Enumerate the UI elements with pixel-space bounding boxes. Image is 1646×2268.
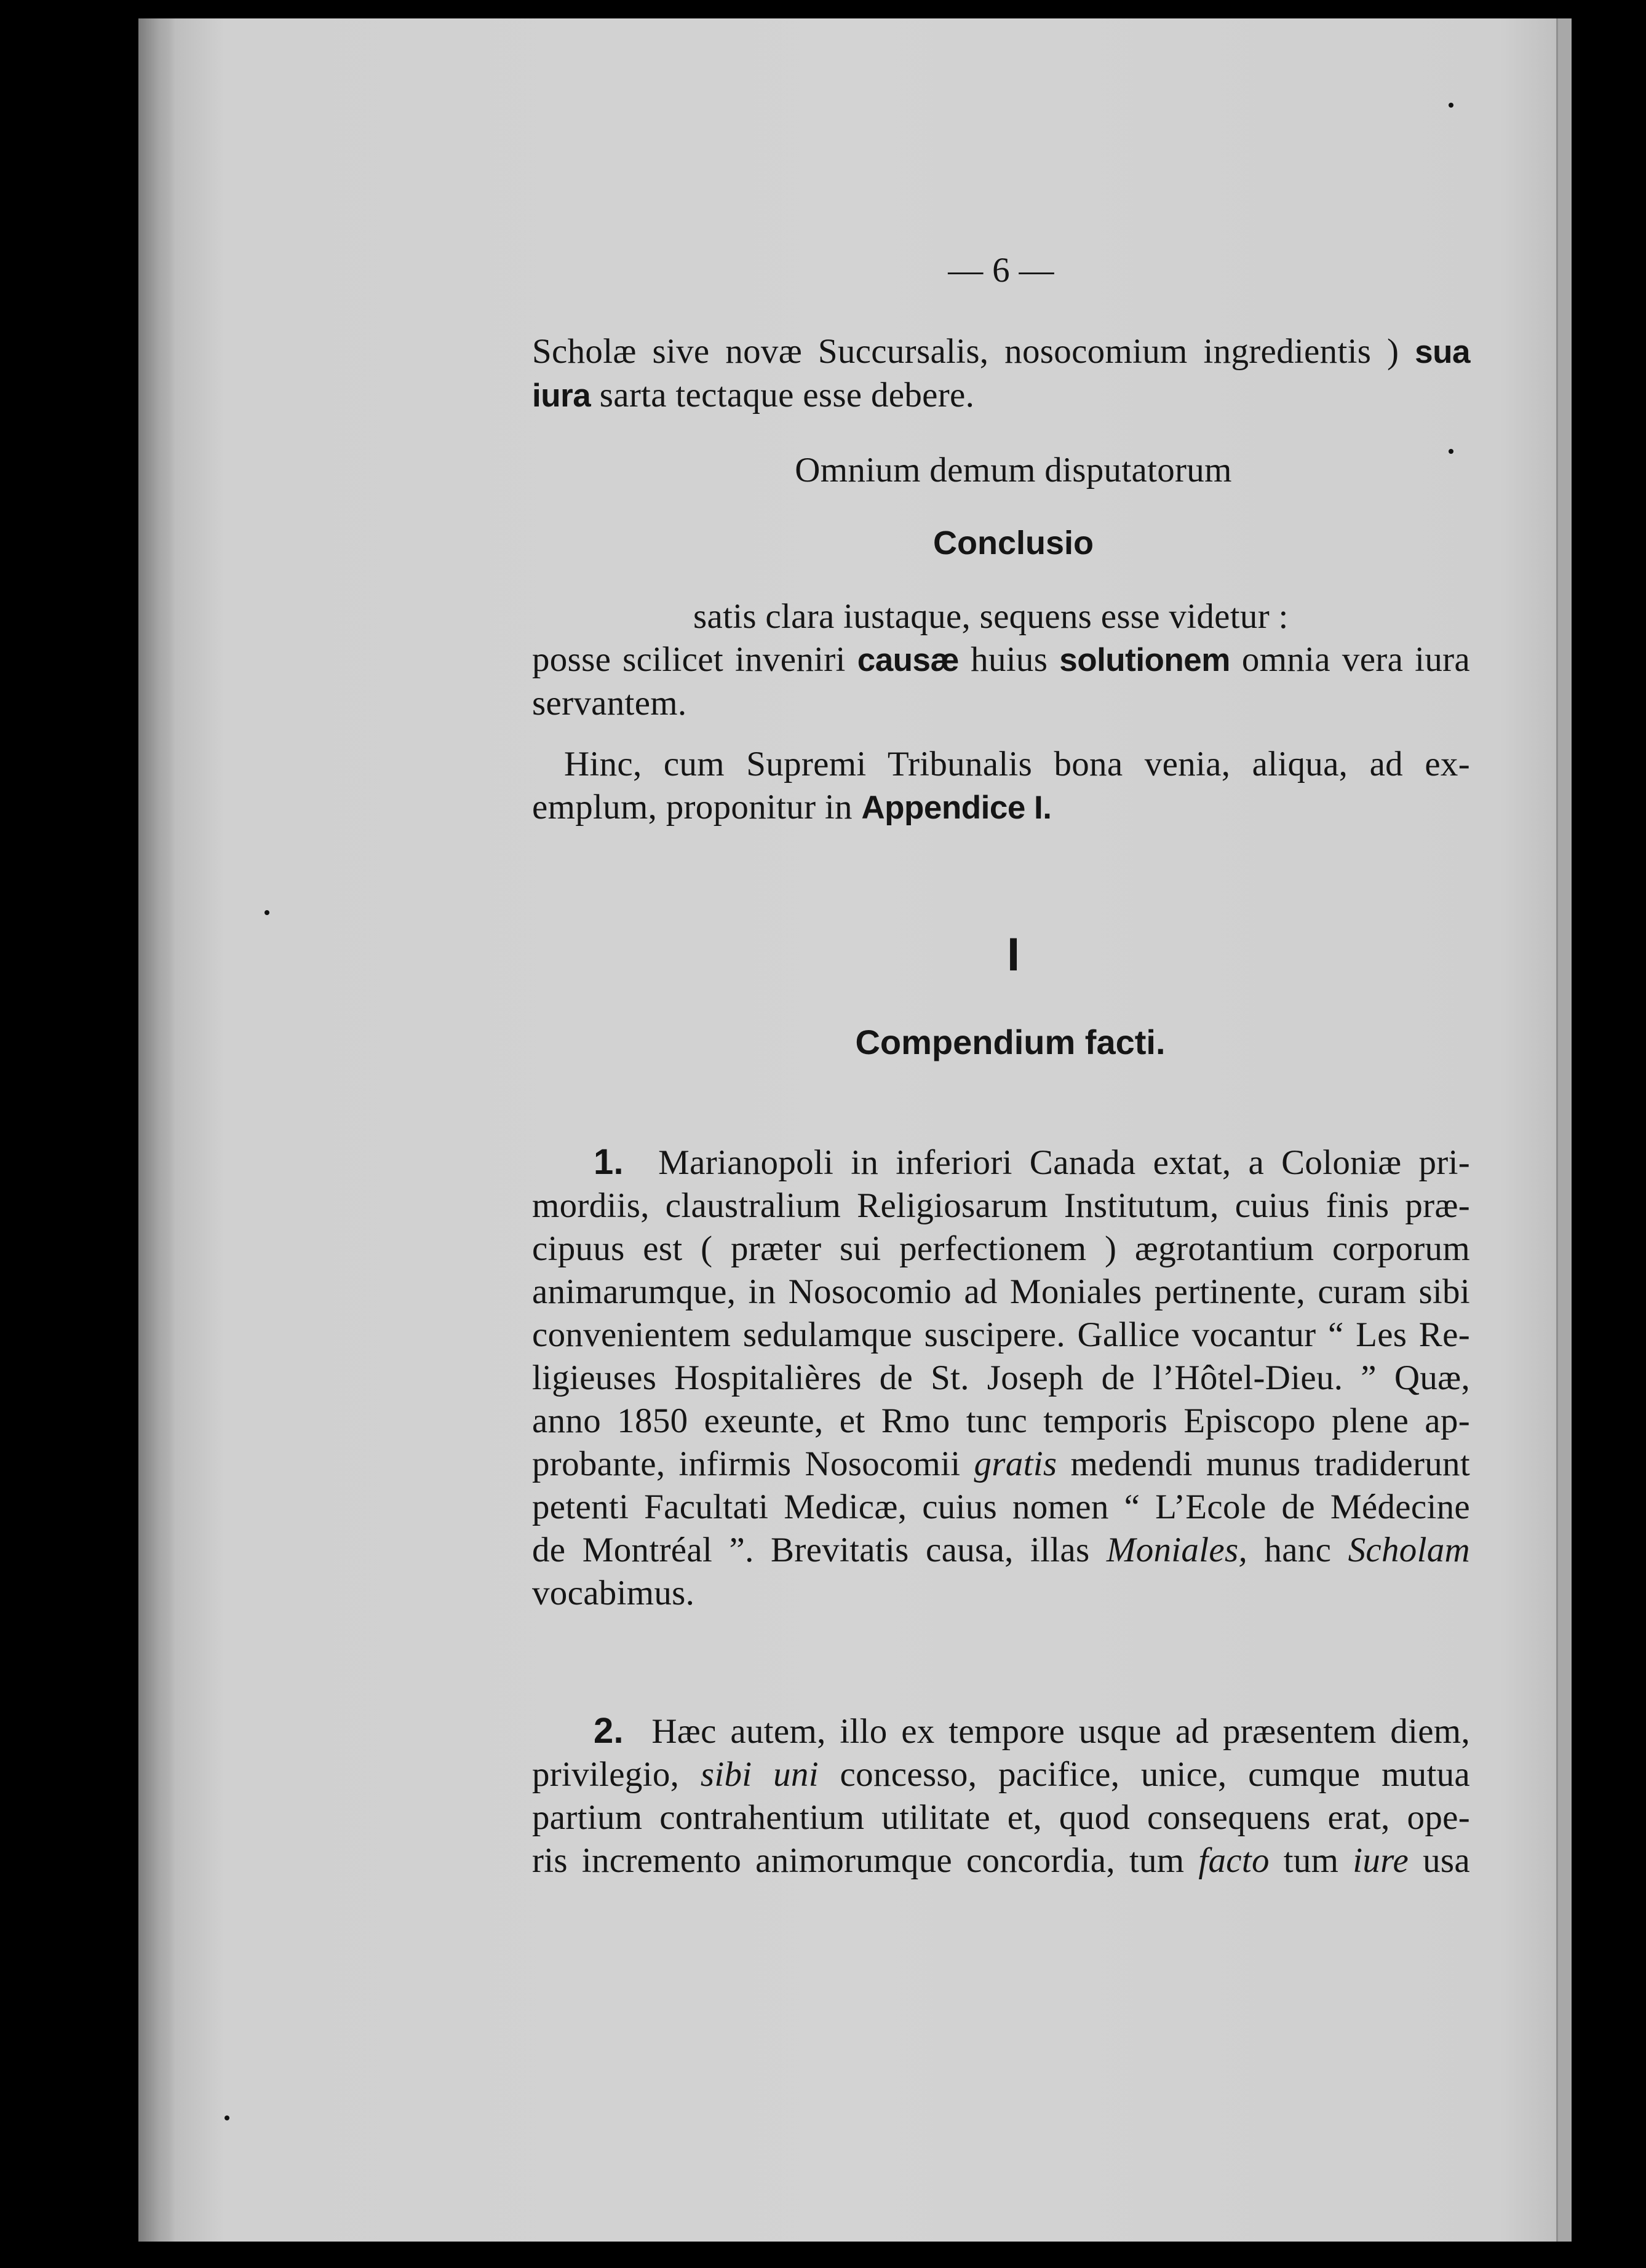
- bold-run: sua: [1415, 334, 1470, 370]
- bold-run: solutionem: [1059, 642, 1230, 678]
- text-line: [532, 1753, 1470, 1796]
- continuation-paragraph: [532, 330, 1470, 418]
- text-run: privilegio,: [532, 1755, 680, 1794]
- text-run: de Montréal ”. Brevitatis causa, illas: [532, 1531, 1090, 1569]
- text-line: [532, 1710, 1470, 1753]
- italic-run: Moniales,: [1106, 1531, 1247, 1569]
- text-run: usa: [1423, 1841, 1470, 1880]
- text-line: cipuus est ( præter sui perfectionem ) ægrotantium corporum: [532, 1229, 1470, 1268]
- text-line: [532, 1529, 1470, 1572]
- page-right-edge: [1556, 18, 1572, 2242]
- ink-speck: [225, 2115, 229, 2120]
- italic-run: facto: [1198, 1841, 1270, 1880]
- paragraph-2: [532, 1710, 1470, 1882]
- text-run: omnia vera iura: [1241, 640, 1471, 679]
- conclusio-paragraph: [532, 595, 1470, 725]
- text-line: [532, 1839, 1470, 1882]
- bold-run: Appendice I.: [861, 790, 1052, 826]
- text-run: Hæc autem, illo ex tempore usque ad præsentem diem,: [651, 1712, 1470, 1751]
- ink-speck: [264, 910, 269, 915]
- section-numeral: I: [1006, 929, 1020, 981]
- text-line: mordiis, claustralium Religiosarum Institutum, cuius finis præ-: [532, 1186, 1470, 1225]
- bold-run: causæ: [857, 642, 960, 678]
- ink-speck: [1449, 103, 1453, 108]
- paragraph-1: [532, 1141, 1470, 1615]
- paragraph-number: 1.: [594, 1142, 624, 1182]
- italic-run: Scholam: [1348, 1531, 1470, 1569]
- text-line: [532, 330, 1470, 374]
- text-line: [532, 638, 1470, 682]
- text-run: huius: [971, 640, 1048, 679]
- conclusio-heading: Conclusio: [932, 525, 1094, 561]
- text-line: Hinc, cum Supremi Tribunalis bona venia, aliqua, ad ex-: [564, 745, 1470, 783]
- text-line: vocabimus.: [532, 1574, 695, 1612]
- text-line: [532, 1443, 1470, 1486]
- text-line: [532, 786, 1470, 830]
- text-run: medendi munus tradiderunt: [1070, 1445, 1470, 1483]
- text-line: anno 1850 exeunte, et Rmo tunc temporis Episcopo plene ap-: [532, 1402, 1470, 1440]
- page-number: — 6 —: [948, 251, 1054, 290]
- text-line: convenientem sedulamque suscipere. Gallice vocantur “ Les Re-: [532, 1315, 1470, 1354]
- bold-run: iura: [532, 378, 591, 414]
- text-line: animarumque, in Nosocomio ad Moniales pertinente, curam sibi: [532, 1272, 1470, 1311]
- disputatorum-line: Omnium demum disputatorum: [795, 451, 1232, 490]
- text-run: probante, infirmis Nosocomii: [532, 1445, 961, 1483]
- italic-run: gratis: [974, 1445, 1057, 1483]
- italic-run: sibi uni: [700, 1755, 819, 1794]
- text-line: servantem.: [532, 684, 687, 723]
- paragraph-number: 2.: [594, 1711, 624, 1751]
- text-line: ligieuses Hospitalières de St. Joseph de l’Hôtel-Dieu. ” Quæ,: [532, 1358, 1470, 1397]
- section-title: Compendium facti.: [855, 1023, 1166, 1061]
- text-run: tum: [1283, 1841, 1339, 1880]
- text-line: [532, 1141, 1470, 1184]
- text-line: satis clara iustaque, sequens esse videtur :: [693, 597, 1289, 636]
- hinc-paragraph: [532, 743, 1470, 830]
- text-run: emplum, proponitur in: [532, 788, 853, 827]
- page-left-shadow: [138, 18, 175, 2242]
- text-run: concesso, pacifice, unice, cumque mutua: [840, 1755, 1470, 1794]
- italic-run: iure: [1353, 1841, 1409, 1880]
- text-run: Marianopoli in inferiori Canada extat, a Coloniæ pri-: [658, 1143, 1470, 1182]
- text-line: petenti Facultati Medicæ, cuius nomen “ L’Ecole de Médecine: [532, 1488, 1470, 1526]
- text-line: [532, 374, 1470, 418]
- text-run: sarta tectaque esse debere.: [599, 376, 975, 414]
- text-run: ris incremento animorumque concordia, tum: [532, 1841, 1185, 1880]
- text-line: partium contrahentium utilitate et, quod consequens erat, ope-: [532, 1798, 1470, 1837]
- text-run: hanc: [1264, 1531, 1332, 1569]
- text-run: Scholæ sive novæ Succursalis, nosocomium ingredientis ): [532, 332, 1399, 371]
- text-run: posse scilicet inveniri: [532, 640, 846, 679]
